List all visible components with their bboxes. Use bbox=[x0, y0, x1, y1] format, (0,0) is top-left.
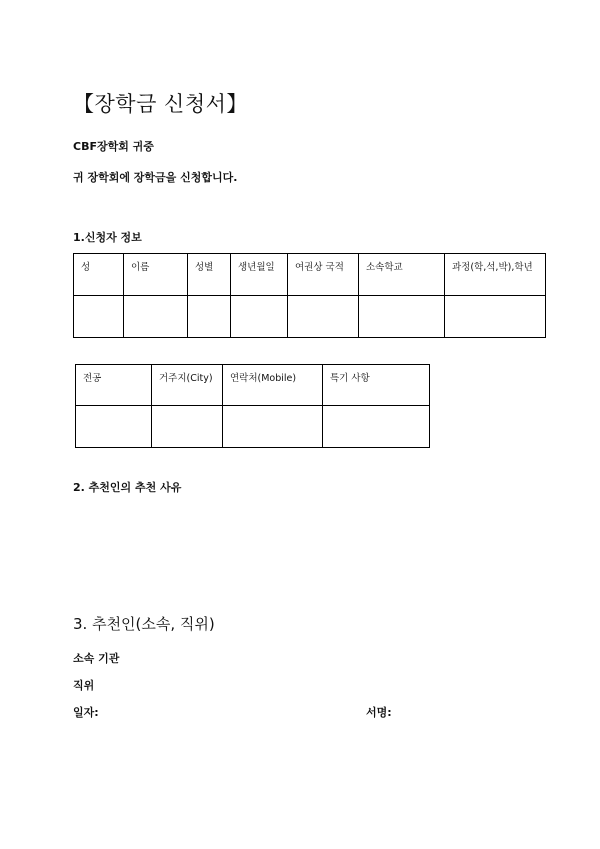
cell-name[interactable] bbox=[124, 296, 188, 338]
cell-surname[interactable] bbox=[74, 296, 124, 338]
cell-nationality[interactable] bbox=[288, 296, 359, 338]
header-major: 전공 bbox=[76, 365, 152, 406]
applicant-extra-table bbox=[75, 364, 430, 448]
header-special-notes: 특기 사항 bbox=[323, 365, 430, 406]
signature-label: 서명: bbox=[366, 706, 392, 719]
cell-major[interactable] bbox=[76, 406, 152, 448]
table-row bbox=[76, 406, 430, 448]
header-contact: 연락처(Mobile) bbox=[223, 365, 323, 406]
addressee: CBF장학회 귀중 bbox=[73, 140, 154, 153]
header-school: 소속학교 bbox=[359, 254, 445, 296]
header-name: 이름 bbox=[124, 254, 188, 296]
header-surname: 성 bbox=[74, 254, 124, 296]
cell-school[interactable] bbox=[359, 296, 445, 338]
cell-program-year[interactable] bbox=[445, 296, 546, 338]
table-header-row bbox=[76, 365, 430, 406]
cell-special-notes[interactable] bbox=[323, 406, 430, 448]
intro-text: 귀 장학회에 장학금을 신청합니다. bbox=[73, 171, 238, 184]
applicant-info-table bbox=[73, 253, 546, 338]
date-label: 일자: bbox=[73, 706, 99, 719]
header-program-year: 과정(학,석,박),학년 bbox=[445, 254, 546, 296]
table-header-row bbox=[74, 254, 546, 296]
section1-heading: 1.신청자 정보 bbox=[73, 231, 142, 244]
affiliation-label: 소속 기관 bbox=[73, 652, 120, 665]
section2-heading: 2. 추천인의 추천 사유 bbox=[73, 481, 182, 494]
cell-birthdate[interactable] bbox=[231, 296, 288, 338]
cell-residence[interactable] bbox=[152, 406, 223, 448]
cell-gender[interactable] bbox=[188, 296, 231, 338]
table-row bbox=[74, 296, 546, 338]
cell-contact[interactable] bbox=[223, 406, 323, 448]
document-title: 【장학금 신청서】 bbox=[73, 92, 248, 116]
section3-heading: 3. 추천인(소속, 직위) bbox=[73, 615, 215, 633]
header-birthdate: 생년월일 bbox=[231, 254, 288, 296]
position-label: 직위 bbox=[73, 679, 95, 692]
header-residence: 거주지(City) bbox=[152, 365, 223, 406]
header-gender: 성별 bbox=[188, 254, 231, 296]
header-nationality: 여권상 국적 bbox=[288, 254, 359, 296]
